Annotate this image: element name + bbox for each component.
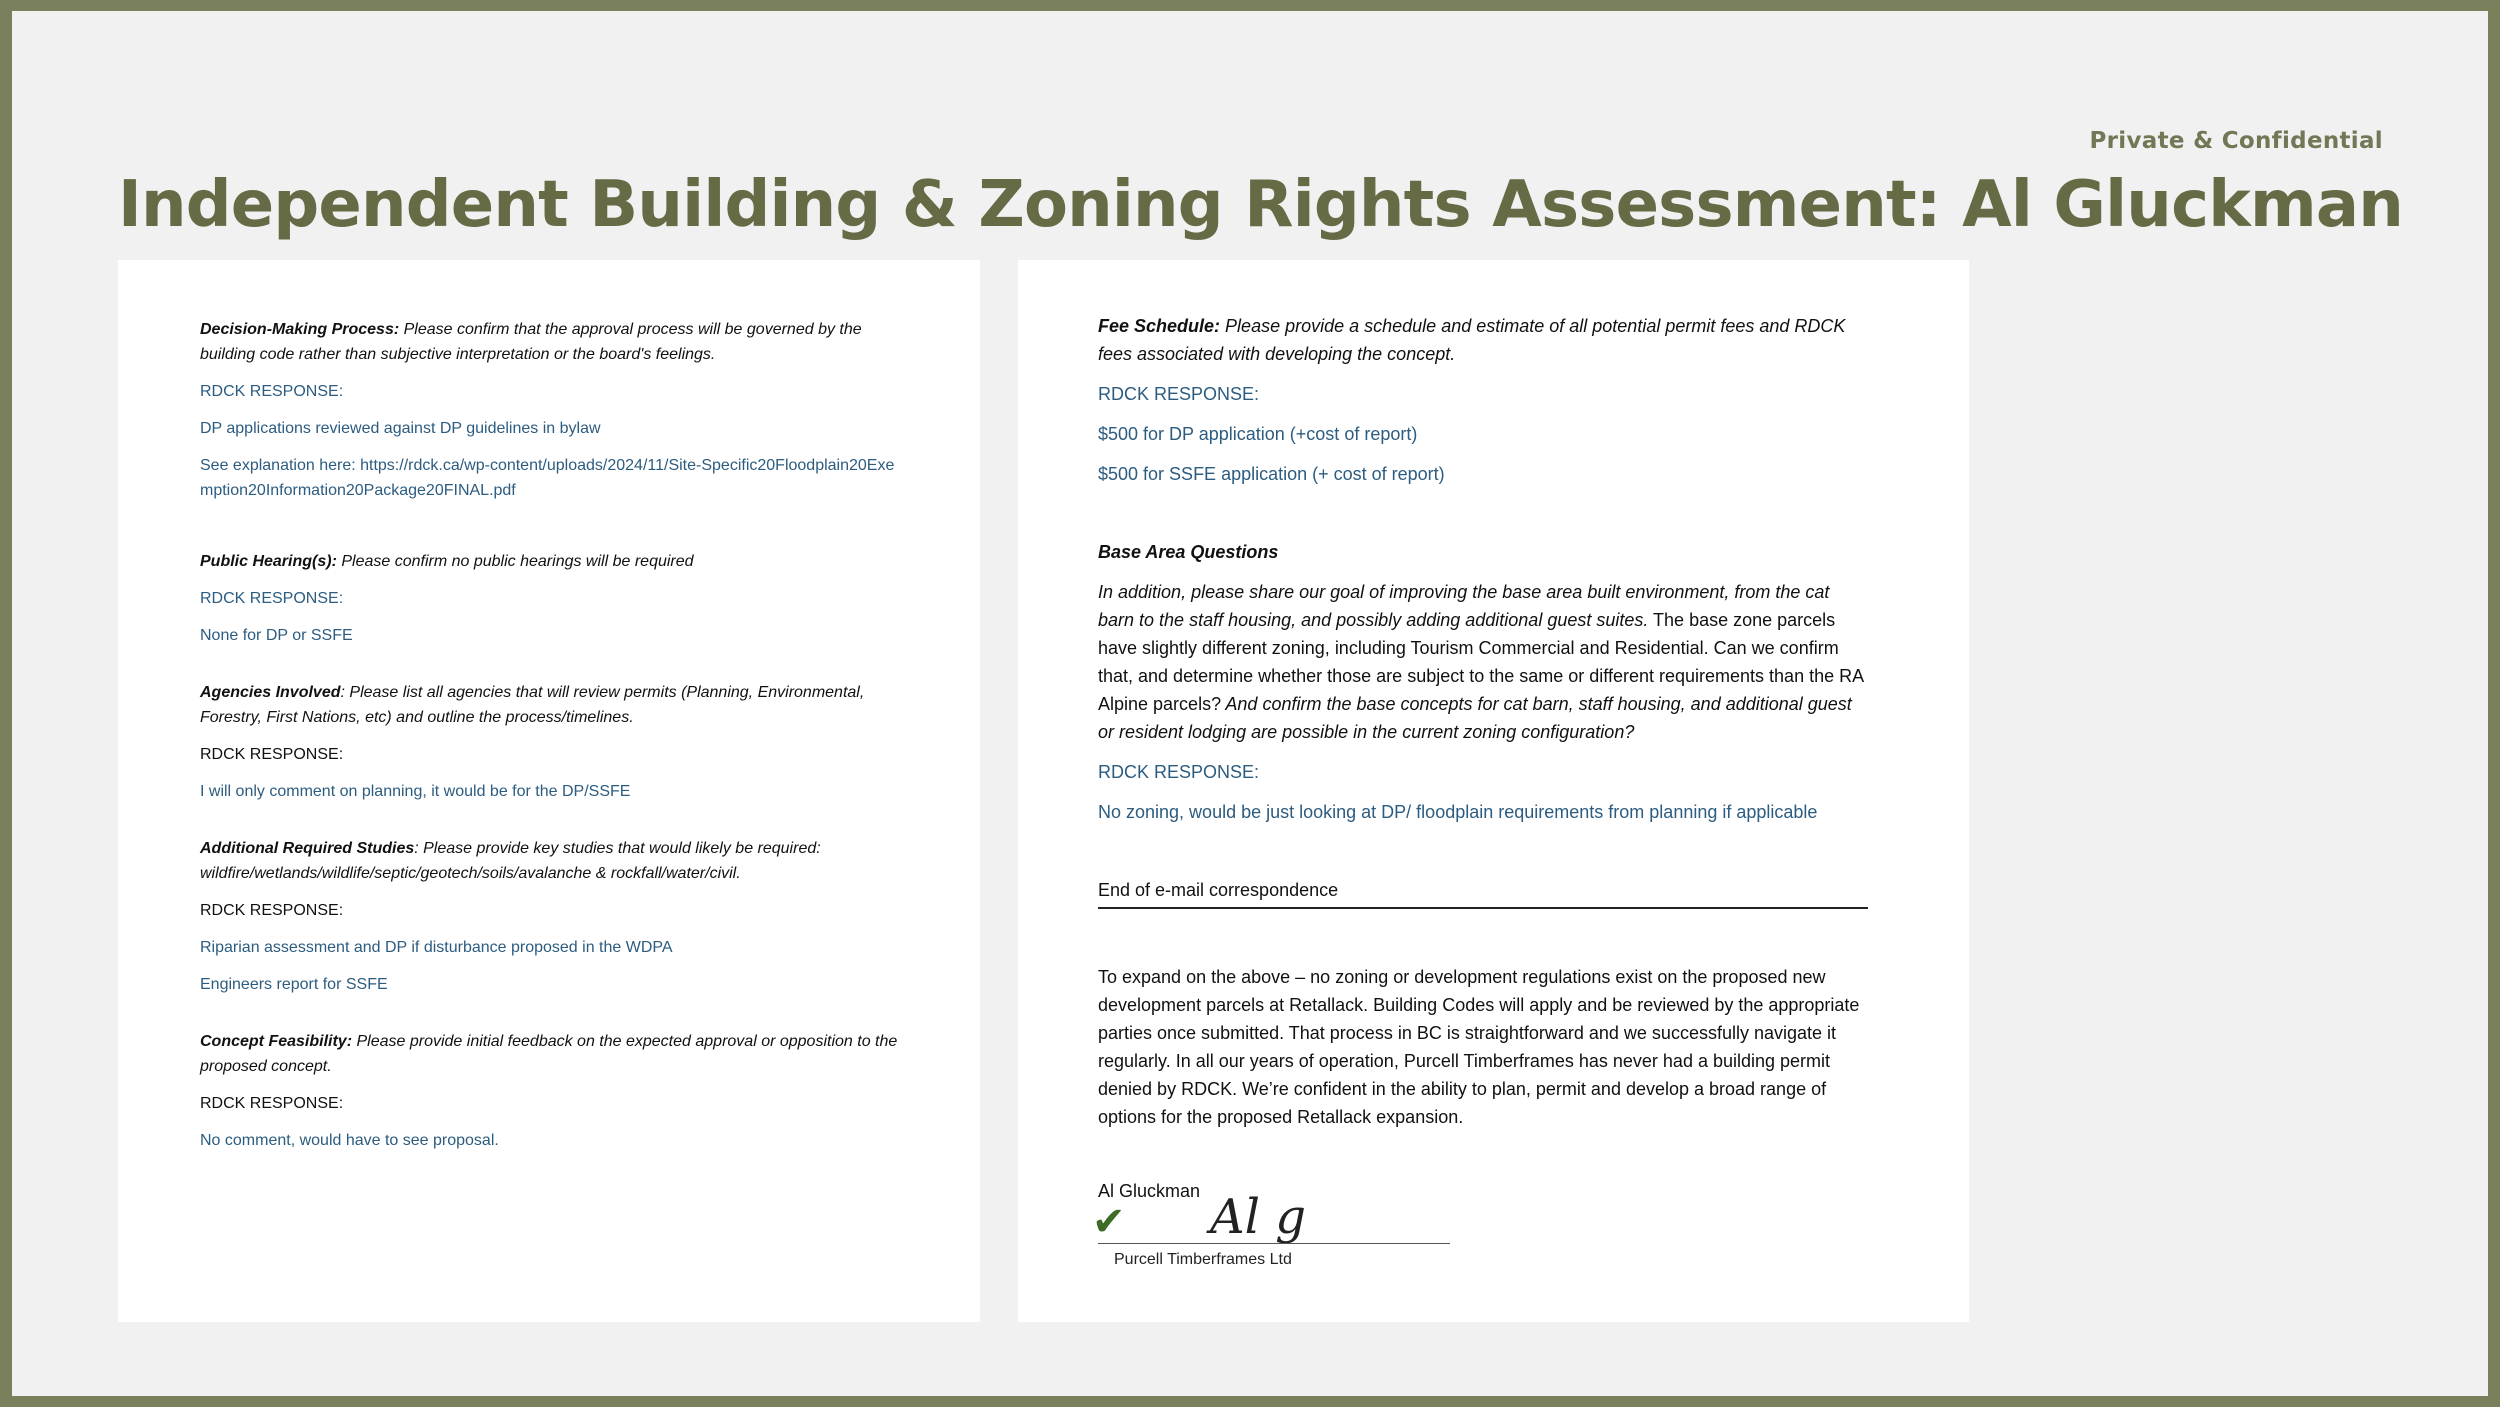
base-area-question: In addition, please share our goal of improving the base area built environment, from the cat barn to the staff housing, and possibly adding additional guest suites. The base zone parcels have slightly different zoning, including Tourism Commercial and Residential. Can we confirm that, and determine whether those are subject to the same or different requirements than the RA Alpine parcels? And confirm the base concepts for cat barn, staff housing, and additional guest or resident lodging are possible in the current zoning configuration? <box>1098 582 1864 742</box>
question-public-hearings: Public Hearing(s): Please confirm no public hearings will be required <box>200 553 694 570</box>
response-label: RDCK RESPONSE: <box>200 902 344 919</box>
response-link[interactable]: See explanation here: https://rdck.ca/wp-content/uploads/2024/11/Site-Specific20Floodplain20Exemption20Information20Package20FINAL.pdf <box>200 457 895 499</box>
response-text: DP applications reviewed against DP guidelines in bylaw <box>200 420 601 437</box>
response-label: RDCK RESPONSE: <box>1098 762 1260 782</box>
response-text: $500 for DP application (+cost of report) <box>1098 424 1418 444</box>
signature-block <box>1092 1181 1869 1291</box>
response-text: Engineers report for SSFE <box>200 976 388 993</box>
signer-name: Al Gluckman <box>1098 1181 1201 1201</box>
question-concept-feasibility: Concept Feasibility: Please provide initial feedback on the expected approval or opposition to the proposed concept. <box>200 1033 898 1075</box>
response-text: I will only comment on planning, it would be for the DP/SSFE <box>200 783 631 800</box>
response-label: RDCK RESPONSE: <box>200 590 344 607</box>
confidential-label: Private & Confidential <box>2089 128 2383 154</box>
response-text: No comment, would have to see proposal. <box>200 1132 499 1149</box>
summary-paragraph: To expand on the above – no zoning or development regulations exist on the proposed new development parcels at Retallack. Building Codes will apply and be reviewed by the appropriate parties once submitted. That process in BC is straightforward and we successfully navigate it regularly. In all our years of operation, Purcell Timberframes has never had a building permit denied by RDCK. We’re confident in the ability to plan, permit and develop a broad range of options for the proposed Retallack expansion. <box>1098 967 1860 1127</box>
base-area-heading: Base Area Questions <box>1098 542 1279 562</box>
signer-company: Purcell Timberframes Ltd <box>1114 1251 1292 1268</box>
response-text: $500 for SSFE application (+ cost of report) <box>1098 464 1445 484</box>
question-agencies-involved: Agencies Involved: Please list all agencies that will review permits (Planning, Environmental, Forestry, First Nations, etc) and outline the process/timelines. <box>200 684 865 726</box>
response-label: RDCK RESPONSE: <box>200 383 344 400</box>
response-text: None for DP or SSFE <box>200 627 353 644</box>
signature-line <box>1098 1243 1450 1244</box>
handwritten-signature: Al g <box>1210 1189 1306 1245</box>
question-decision-making: Decision-Making Process: Please confirm that the approval process will be governed by the building code rather than subjective interpretation or the board's feelings. <box>200 321 862 363</box>
response-text: No zoning, would be just looking at DP/ floodplain requirements from planning if applicable <box>1098 802 1818 822</box>
response-label: RDCK RESPONSE: <box>1098 384 1260 404</box>
checkmark-icon: ✔ <box>1092 1200 1126 1244</box>
response-label: RDCK RESPONSE: <box>200 1095 344 1112</box>
document-page-right <box>1018 260 1969 1322</box>
end-of-correspondence: End of e-mail correspondence <box>1098 876 1868 909</box>
response-label: RDCK RESPONSE: <box>200 746 344 763</box>
response-text: Riparian assessment and DP if disturbance proposed in the WDPA <box>200 939 673 956</box>
question-additional-studies: Additional Required Studies: Please provide key studies that would likely be required: wildfire/wetlands/wildlife/septic/geotech/soils/avalanche & rockfall/water/civil. <box>200 840 821 882</box>
page-title: Independent Building & Zoning Rights Assessment: Al Gluckman <box>118 168 2404 242</box>
document-page-left <box>118 260 980 1322</box>
question-fee-schedule: Fee Schedule: Please provide a schedule and estimate of all potential permit fees and RDCK fees associated with developing the concept. <box>1098 316 1846 364</box>
